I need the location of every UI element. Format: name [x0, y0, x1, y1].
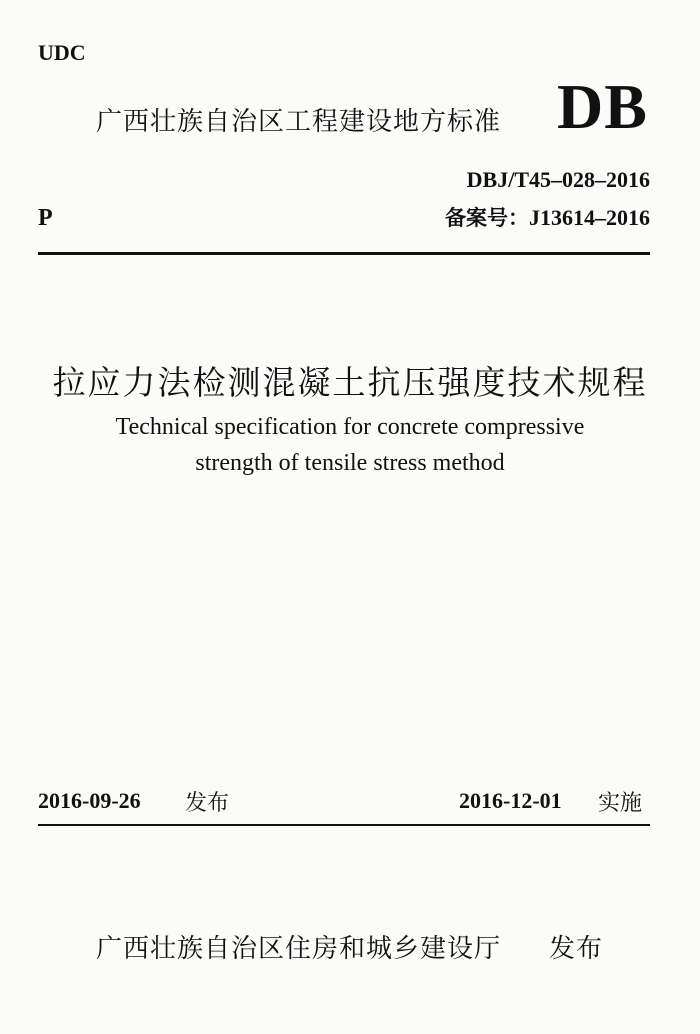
top-divider: [38, 252, 650, 255]
bottom-divider: [38, 824, 650, 826]
db-mark: DB: [557, 71, 648, 142]
standard-code: DBJ/T45–028–2016: [466, 167, 650, 192]
title-chinese: 拉应力法检测混凝土抗压强度技术规程: [52, 363, 648, 402]
category-mark: P: [38, 205, 53, 231]
implementation-label: 实施: [598, 791, 643, 816]
issue-label: 发布: [185, 791, 230, 816]
udc-label: UDC: [38, 40, 86, 65]
record-label: 备案号：: [445, 206, 529, 230]
publisher-name: 广西壮族自治区住房和城乡建设厅: [96, 934, 502, 964]
title-english-line2: strength of tensile stress method: [195, 450, 505, 476]
implementation-date: 2016-12-01: [459, 788, 562, 813]
record-number: J13614–2016: [529, 205, 650, 230]
publisher-action: 发布: [549, 934, 604, 964]
issuer-heading: 广西壮族自治区工程建设地方标准: [96, 107, 502, 137]
title-english-line1: Technical specification for concrete compressive: [115, 414, 585, 440]
record-number-line: [445, 202, 650, 232]
issue-date: 2016-09-26: [38, 788, 141, 813]
